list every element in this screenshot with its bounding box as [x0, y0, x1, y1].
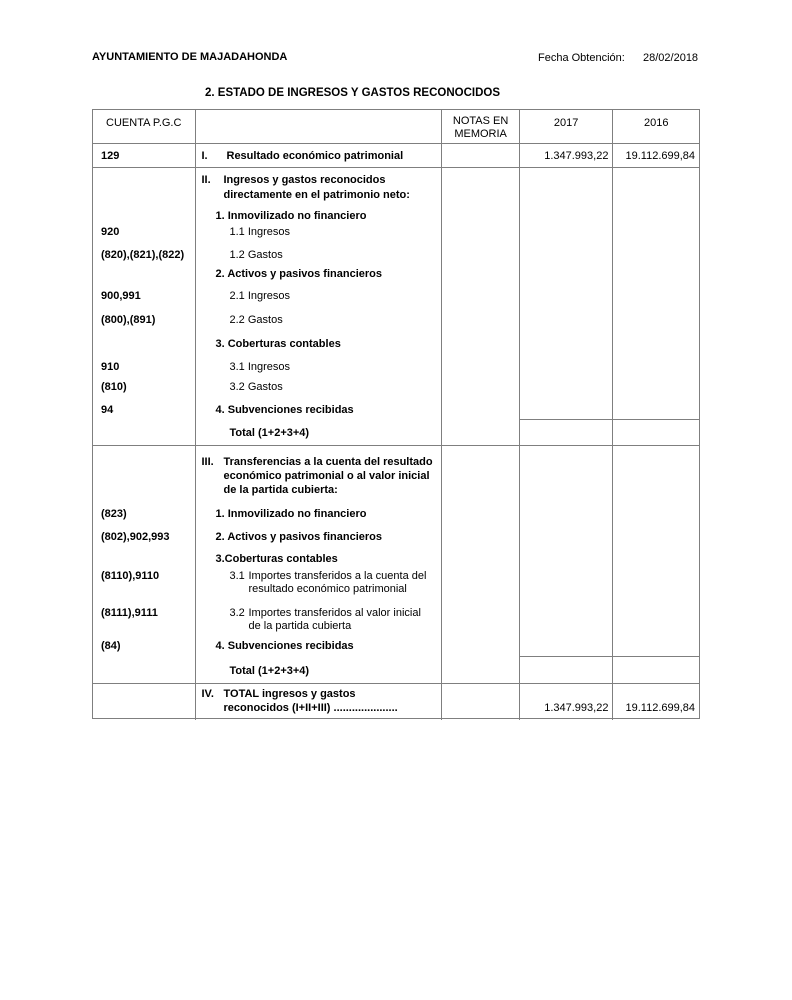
- subitem-label-line2: resultado económico patrimonial: [248, 583, 407, 595]
- value-2016: 19.112.699,84: [625, 702, 696, 714]
- account-code: 920: [101, 226, 120, 238]
- row-numeral: IV.: [201, 688, 214, 700]
- cell-code: [93, 684, 196, 720]
- section-heading-line2: directamente en el patrimonio neto:: [223, 189, 410, 201]
- account-code: (84): [101, 640, 121, 652]
- column-header-2016: 2016: [643, 117, 669, 129]
- account-code: 129: [101, 150, 120, 162]
- subitem-label: 2.1 Ingresos: [229, 290, 291, 302]
- subitem-number: 3.2: [229, 607, 245, 619]
- row-resultado-economico: [93, 144, 699, 168]
- item-label: 3. Coberturas contables: [215, 338, 341, 350]
- section-iii-transferencias: [93, 446, 699, 684]
- total-row-divider: [520, 656, 613, 657]
- account-code: (800),(891): [101, 314, 156, 326]
- statement-title: 2. ESTADO DE INGRESOS Y GASTOS RECONOCIDOS: [205, 87, 501, 99]
- subitem-number: 3.1: [229, 570, 245, 582]
- header-cell-2016: [613, 110, 699, 143]
- cell-2017: [520, 446, 614, 683]
- fecha-obtencion-value: 28/02/2018: [643, 52, 699, 64]
- item-label: 4. Subvenciones recibidas: [215, 404, 354, 416]
- row-label: Resultado económico patrimonial: [226, 150, 404, 162]
- account-code: (802),902,993: [101, 531, 170, 543]
- value-2017: 1.347.993,22: [544, 150, 609, 162]
- account-code: 94: [101, 404, 114, 416]
- value-2016: 19.112.699,84: [625, 150, 696, 162]
- section-numeral: II.: [201, 174, 211, 186]
- item-label: 4. Subvenciones recibidas: [215, 640, 354, 652]
- row-total-ingresos-gastos: [93, 684, 699, 720]
- cell-description: [196, 684, 443, 720]
- fecha-obtencion-label: Fecha Obtención:: [538, 52, 625, 64]
- item-label: 1. Inmovilizado no financiero: [215, 508, 367, 520]
- account-code: (8111),9111: [101, 607, 158, 619]
- income-expense-table: [92, 109, 700, 719]
- cell-2017: [520, 144, 614, 167]
- cell-description: [196, 168, 443, 445]
- account-code: (823): [101, 508, 127, 520]
- subitem-label: 3.2 Gastos: [229, 381, 283, 393]
- total-row-divider: [613, 656, 699, 657]
- subitem-label: 3.1 Ingresos: [229, 361, 291, 373]
- total-label-line2: reconocidos (I+II+III) .....................: [223, 702, 398, 714]
- section-total-label: Total (1+2+3+4): [229, 427, 310, 439]
- cell-2016: [613, 144, 699, 167]
- cell-notas: [442, 684, 520, 720]
- item-label: 3.Coberturas contables: [215, 553, 338, 565]
- column-header-notas-line2: MEMORIA: [454, 128, 507, 140]
- cell-codes: [93, 168, 196, 445]
- subitem-label-line2: de la partida cubierta: [248, 620, 352, 632]
- cell-2016: [613, 168, 699, 445]
- cell-description: [196, 446, 443, 683]
- account-code: 910: [101, 361, 120, 373]
- item-label: 1. Inmovilizado no financiero: [215, 210, 367, 222]
- cell-codes: [93, 446, 196, 683]
- cell-notas: [442, 168, 520, 445]
- header-cell-cuenta: [93, 110, 196, 143]
- item-label: 2. Activos y pasivos financieros: [215, 268, 382, 280]
- account-code: 900,991: [101, 290, 141, 302]
- header-cell-notas: [442, 110, 520, 143]
- column-header-2017: 2017: [553, 117, 579, 129]
- total-row-divider: [613, 419, 699, 420]
- section-ii-ingresos-gastos-patrimonio: [93, 168, 699, 446]
- subitem-label: 1.2 Gastos: [229, 249, 283, 261]
- cell-2017: [520, 684, 614, 720]
- item-label: 2. Activos y pasivos financieros: [215, 531, 382, 543]
- column-header-cuenta: CUENTA P.G.C: [106, 117, 182, 129]
- subitem-label-line1: Importes transferidos a la cuenta del: [248, 570, 427, 582]
- cell-description: [196, 144, 443, 167]
- cell-notas: [442, 144, 520, 167]
- section-heading-line3: de la partida cubierta:: [223, 484, 338, 496]
- value-2017: 1.347.993,22: [544, 702, 609, 714]
- header-cell-2017: [520, 110, 614, 143]
- section-heading-line2: económico patrimonial o al valor inicial: [223, 470, 430, 482]
- cell-code: [93, 144, 196, 167]
- header-cell-description: [196, 110, 443, 143]
- subitem-label: 2.2 Gastos: [229, 314, 283, 326]
- total-row-divider: [520, 419, 613, 420]
- column-header-notas-line1: NOTAS EN: [452, 115, 509, 127]
- table-header-row: [93, 110, 699, 144]
- section-total-label: Total (1+2+3+4): [229, 665, 310, 677]
- row-numeral: I.: [201, 150, 208, 162]
- account-code: (810): [101, 381, 127, 393]
- subitem-label-line1: Importes transferidos al valor inicial: [248, 607, 421, 619]
- section-numeral: III.: [201, 456, 214, 468]
- cell-notas: [442, 446, 520, 683]
- cell-2017: [520, 168, 614, 445]
- cell-2016: [613, 446, 699, 683]
- cell-2016: [613, 684, 699, 720]
- organization-name: AYUNTAMIENTO DE MAJADAHONDA: [92, 51, 288, 63]
- subitem-label: 1.1 Ingresos: [229, 226, 291, 238]
- total-label-line1: TOTAL ingresos y gastos: [223, 688, 356, 700]
- section-heading-line1: Ingresos y gastos reconocidos: [223, 174, 386, 186]
- section-heading-line1: Transferencias a la cuenta del resultado: [223, 456, 433, 468]
- account-code: (8110),9110: [101, 570, 160, 582]
- account-code: (820),(821),(822): [101, 249, 185, 261]
